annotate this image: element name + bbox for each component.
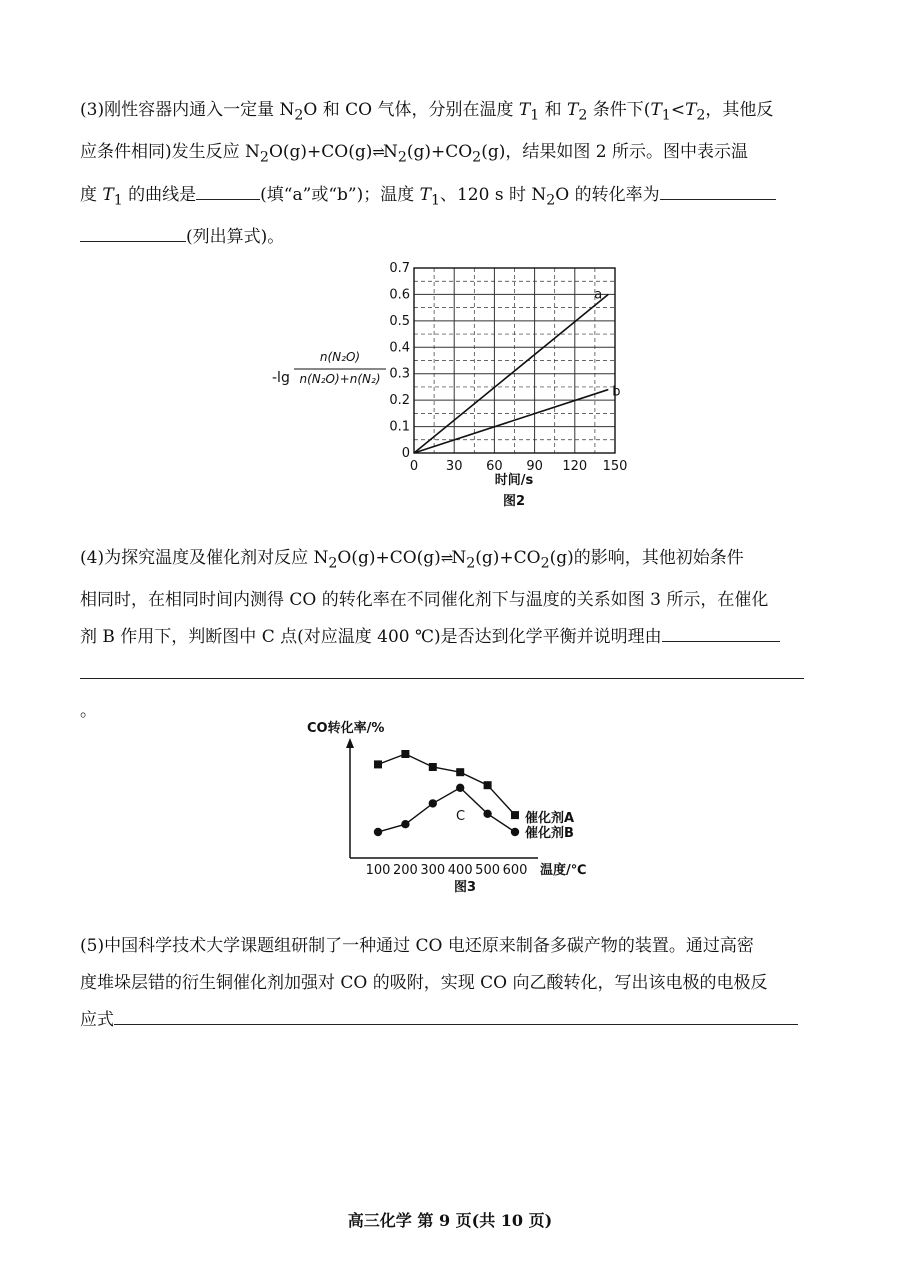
fig2-y-tick-label: 0.5 [389,313,410,329]
fig3-series-line [378,754,515,815]
fig2-x-tick-label: 150 [602,459,628,474]
fig2-series-label-a: a [594,287,603,303]
q5-line-2: 度堆垛层错的衍生铜催化剂加强对 CO 的吸附，实现 CO 向乙酸转化，写出该电极的电极反 [80,973,768,993]
fig2-ylabel-numerator: n(N₂O) [319,350,361,364]
fig2-y-tick-label: 0.1 [389,419,410,435]
answer-blank-conversion[interactable] [660,179,776,200]
fig3-series-label: 催化剂B [525,826,574,841]
answer-blank-curve[interactable] [196,179,260,200]
question-3 [80,92,820,256]
fig3-point-marker-circle [483,810,491,818]
question-4 [80,540,820,730]
q4-line-1: (4)为探究温度及催化剂对反应 $N_2O(g)+CO(g)\rightleftharpoons N_2(g)+CO_2(g)$的影响，其他初始条件 [80,540,820,582]
q4-line-4: 。 [80,656,820,730]
fig2-x-tick-label: 30 [445,459,463,474]
fig2-y-tick-label: 0.7 [389,261,410,276]
fig3-point-marker-circle [374,828,382,836]
fig3-x-tick-label: 500 [475,863,501,878]
fig2-x-tick-label: 0 [409,459,419,474]
fig3-x-ticks [366,863,528,878]
fig3-caption: 图3 [453,880,477,895]
fig3-x-tick-label: 400 [447,863,473,878]
answer-blank-reason-cont[interactable] [80,658,804,679]
q4-line-3: 剂 B 作用下，判断图中 C 点(对应温度 400 ℃)是否达到化学平衡并说明理由 [80,619,820,656]
fig3-series-label: 催化剂A [525,811,575,827]
q3-line-1: (3)刚性容器内通入一定量 $N_2O$ 和 CO 气体，分别在温度 $T_1$ 和 $T_2$ 条件下($T_1<T_2$，其他反 [80,100,774,124]
fig2-series-line-b [414,390,608,453]
fig2-x-ticks [410,459,628,474]
answer-blank-electrode[interactable] [114,1004,798,1025]
fig2-y-tick-label: 0 [401,446,410,461]
fig2-y-tick-label: 0.2 [389,393,410,409]
fig3-x-tick-label: 600 [502,863,528,878]
q5-line-3: 应式 [80,1002,820,1039]
fig3-x-tick-label: 300 [420,863,446,878]
fig3-y-arrow-icon [346,738,354,748]
q3-line-4: (列出算式)。 [80,219,820,256]
fig3-x-tick-label: 100 [365,863,391,878]
fig2-y-tick-label: 0.4 [389,340,410,356]
fig2-x-tick-label: 60 [486,459,503,474]
equilibrium-arrow-icon: ⇌ [440,549,452,567]
answer-blank-conversion-cont[interactable] [80,221,186,242]
q3-line-3: 度 $T_1$ 的曲线是 (填“a”或“b”)；温度 $T_1$、120 s 时 $N_2O$ 的转化率为 [80,177,820,219]
fig3-point-label-c: C [456,809,466,824]
figure-3-chart [0,712,900,912]
fig2-ylabel-prefix: -lg [272,370,290,386]
fig3-point-marker-square [484,781,492,789]
fig3-x-tick-label: 200 [392,863,418,878]
fig2-caption: 图2 [502,494,526,509]
fig3-point-marker-circle [401,820,409,828]
fig3-point-marker-square [401,750,409,758]
fig2-series-label-b: b [612,384,621,400]
fig3-point-marker-square [429,763,437,771]
page-footer: 高三化学 第 9 页(共 10 页) [347,1211,553,1230]
answer-blank-reason[interactable] [662,621,780,642]
figure-2-chart [0,255,900,525]
fig3-point-marker-circle [511,828,519,836]
fig3-point-marker-square [456,768,464,776]
fig2-ylabel [272,350,386,386]
fig3-xlabel: 温度/℃ [540,863,587,878]
fig2-grid [414,268,615,453]
q3-line-2: 应条件相同)发生反应 $N_2O(g)+CO(g)\rightleftharpoons N_2(g)+CO_2(g)$，结果如图 2 所示。图中表示温 [80,134,820,176]
fig3-ylabel: CO转化率/% [307,721,385,736]
fig2-y-tick-label: 0.6 [389,287,410,303]
fig2-series [414,287,621,453]
fig3-point-marker-square [511,811,519,819]
fig3-point-marker-circle [429,799,437,807]
fig2-x-tick-label: 120 [562,459,588,474]
question-5 [80,928,820,1039]
fig2-y-tick-label: 0.3 [389,366,410,382]
fig3-point-marker-square [374,760,382,768]
q4-line-2: 相同时，在相同时间内测得 CO 的转化率在不同催化剂下与温度的关系如图 3 所示，在催化 [80,590,769,611]
equilibrium-arrow-icon: ⇌ [372,143,383,162]
fig3-point-marker-circle [456,784,464,792]
fig3-series-line [378,788,515,832]
fig3-series [374,750,574,841]
fig2-x-tick-label: 90 [526,459,543,474]
fig2-xlabel: 时间/s [494,473,534,488]
fig2-y-ticks [389,261,410,461]
fig2-ylabel-denominator: n(N₂O)+n(N₂) [299,372,381,386]
q5-line-1: (5)中国科学技术大学课题组研制了一种通过 CO 电还原来制备多碳产物的装置。通过高密 [80,936,754,956]
